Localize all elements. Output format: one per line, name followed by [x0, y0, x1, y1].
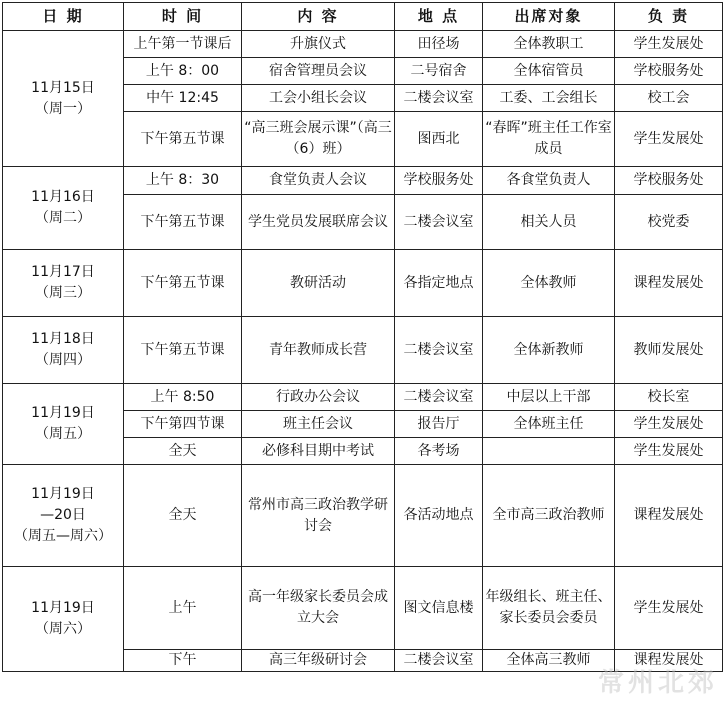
date-cell: [3, 317, 124, 384]
location-cell: 二楼会议室: [395, 650, 483, 672]
attendees-cell: 相关人员: [483, 195, 615, 250]
attendees-cell: “春晖”班主任工作室成员: [483, 112, 615, 167]
content-cell: “高三班会展示课”（高三（6）班）: [242, 112, 395, 167]
location-cell: 二楼会议室: [395, 195, 483, 250]
time-cell: 上午第一节课后: [124, 31, 242, 58]
date-line: —20日: [40, 507, 86, 523]
time-cell: 上午 8：00: [124, 58, 242, 85]
content-cell: 学生党员发展联席会议: [242, 195, 395, 250]
date-cell: [3, 567, 124, 672]
time-cell: 下午第四节课: [124, 411, 242, 438]
attendees-cell: 全市高三政治教师: [483, 465, 615, 567]
watermark: 常州北郊: [597, 668, 718, 698]
table-row: [3, 250, 723, 317]
table-row: [3, 31, 723, 58]
attendees-cell: 工委、工会组长: [483, 85, 615, 112]
date-line: 11月15日: [31, 79, 95, 96]
attendees-cell: 全体新教师: [483, 317, 615, 384]
date-line: （周五—周六）: [14, 528, 112, 544]
date-line: 11月19日: [31, 405, 95, 421]
responsible-cell: 学生发展处: [615, 112, 723, 167]
date-cell: [3, 31, 124, 167]
date-line: （周六）: [35, 621, 91, 637]
location-cell: 图西北: [395, 112, 483, 167]
content-cell: 高三年级研讨会: [242, 650, 395, 672]
attendees-cell: 全体教师: [483, 250, 615, 317]
responsible-cell: 课程发展处: [615, 250, 723, 317]
header-date: 日 期: [3, 3, 124, 31]
table-row: [3, 167, 723, 195]
responsible-cell: 学生发展处: [615, 567, 723, 650]
date-cell: [3, 250, 124, 317]
attendees-cell: 全体教职工: [483, 31, 615, 58]
responsible-cell: 学校服务处: [615, 167, 723, 195]
time-cell: 下午第五节课: [124, 317, 242, 384]
date-line: 11月18日: [31, 331, 95, 347]
date-cell: [3, 384, 124, 465]
date-line: 11月17日: [31, 264, 95, 280]
content-cell: 常州市高三政治教学研讨会: [242, 465, 395, 567]
header-attendees: 出席对象: [483, 3, 615, 31]
location-cell: 各考场: [395, 438, 483, 465]
responsible-cell: 校长室: [615, 384, 723, 411]
responsible-cell: 教师发展处: [615, 317, 723, 384]
table-row: [3, 384, 723, 411]
location-cell: 学校服务处: [395, 167, 483, 195]
content-cell: 教研活动: [242, 250, 395, 317]
date-line: （周五）: [35, 426, 91, 442]
header-content: 内 容: [242, 3, 395, 31]
date-cell: [3, 167, 124, 250]
location-cell: 二楼会议室: [395, 317, 483, 384]
responsible-cell: 课程发展处: [615, 465, 723, 567]
time-cell: 中午 12:45: [124, 85, 242, 112]
schedule-body: [3, 31, 723, 672]
attendees-cell: 各食堂负责人: [483, 167, 615, 195]
header-row: [3, 3, 723, 31]
content-cell: 工会小组长会议: [242, 85, 395, 112]
location-cell: 图文信息楼: [395, 567, 483, 650]
responsible-cell: 学校服务处: [615, 58, 723, 85]
table-row: [3, 567, 723, 650]
location-cell: 二楼会议室: [395, 384, 483, 411]
location-cell: 田径场: [395, 31, 483, 58]
responsible-cell: 学生发展处: [615, 31, 723, 58]
location-cell: 二号宿舍: [395, 58, 483, 85]
date-line: 11月19日: [31, 486, 95, 502]
content-cell: 宿舍管理员会议: [242, 58, 395, 85]
time-cell: 全天: [124, 438, 242, 465]
date-cell: [3, 465, 124, 567]
attendees-cell: 年级组长、班主任、家长委员会委员: [483, 567, 615, 650]
schedule-table: [2, 2, 723, 672]
content-cell: 班主任会议: [242, 411, 395, 438]
location-cell: 各指定地点: [395, 250, 483, 317]
responsible-cell: 学生发展处: [615, 411, 723, 438]
time-cell: 全天: [124, 465, 242, 567]
location-cell: 二楼会议室: [395, 85, 483, 112]
responsible-cell: 校党委: [615, 195, 723, 250]
date-line: （周三）: [35, 285, 91, 301]
header-time: 时 间: [124, 3, 242, 31]
date-line: （周一）: [35, 100, 91, 117]
time-cell: 下午第五节课: [124, 195, 242, 250]
content-cell: 高一年级家长委员会成立大会: [242, 567, 395, 650]
header-location: 地 点: [395, 3, 483, 31]
content-cell: 升旗仪式: [242, 31, 395, 58]
table-row: [3, 317, 723, 384]
content-cell: 必修科目期中考试: [242, 438, 395, 465]
attendees-cell: [483, 438, 615, 465]
location-cell: 各活动地点: [395, 465, 483, 567]
time-cell: 上午 8：30: [124, 167, 242, 195]
time-cell: 上午 8:50: [124, 384, 242, 411]
header-responsible: 负 责: [615, 3, 723, 31]
responsible-cell: 校工会: [615, 85, 723, 112]
responsible-cell: 课程发展处: [615, 650, 723, 672]
time-cell: 上午: [124, 567, 242, 650]
content-cell: 青年教师成长营: [242, 317, 395, 384]
table-row: [3, 465, 723, 567]
time-cell: 下午: [124, 650, 242, 672]
attendees-cell: 全体宿管员: [483, 58, 615, 85]
date-line: 11月16日: [31, 189, 95, 205]
responsible-cell: 学生发展处: [615, 438, 723, 465]
date-line: （周二）: [35, 210, 91, 226]
location-cell: 报告厅: [395, 411, 483, 438]
attendees-cell: 全体高三教师: [483, 650, 615, 672]
attendees-cell: 中层以上干部: [483, 384, 615, 411]
date-line: 11月19日: [31, 600, 95, 616]
time-cell: 下午第五节课: [124, 112, 242, 167]
content-cell: 行政办公会议: [242, 384, 395, 411]
content-cell: 食堂负责人会议: [242, 167, 395, 195]
attendees-cell: 全体班主任: [483, 411, 615, 438]
date-line: （周四）: [35, 352, 91, 368]
time-cell: 下午第五节课: [124, 250, 242, 317]
